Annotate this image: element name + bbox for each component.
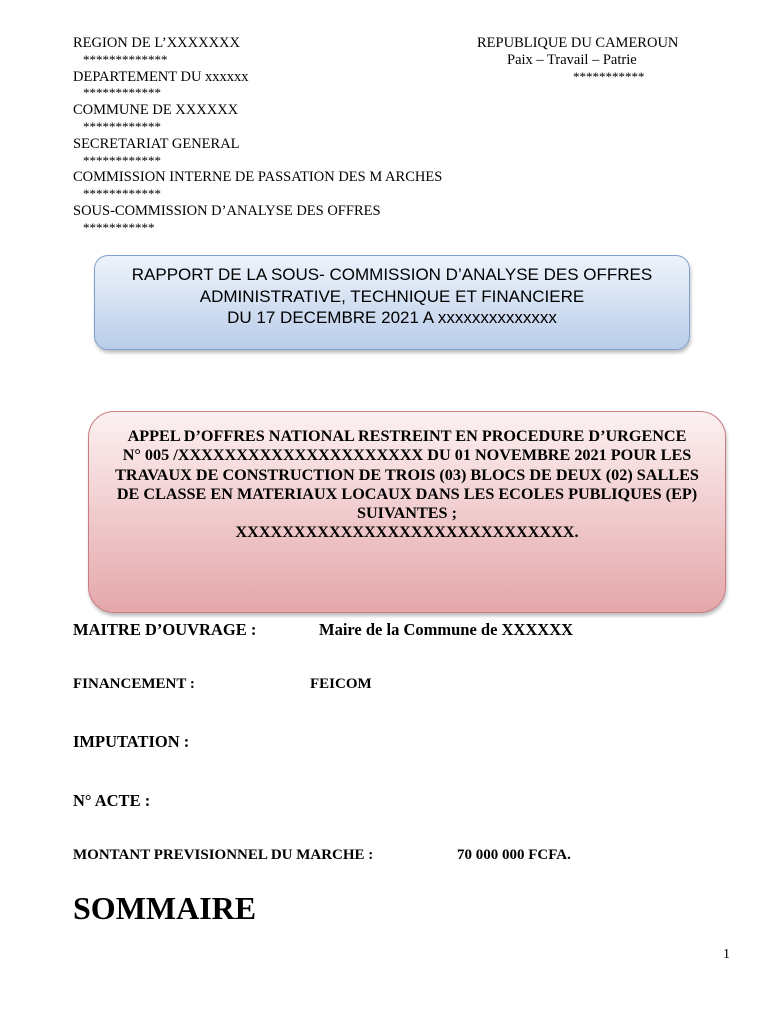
header-commune: COMMUNE DE XXXXXX [73, 102, 239, 119]
header-sous-commission: SOUS-COMMISSION D’ANALYSE DES OFFRES [73, 202, 381, 219]
separator-stars: ************ [83, 186, 161, 202]
header-secretariat: SECRETARIAT GENERAL [73, 135, 240, 152]
tender-schools: XXXXXXXXXXXXXXXXXXXXXXXXXXXXX. [235, 523, 579, 542]
header-motto: Paix – Travail – Patrie [507, 51, 637, 68]
report-title-line: ADMINISTRATIVE, TECHNIQUE ET FINANCIERE [199, 286, 585, 306]
header-right [440, 35, 730, 85]
sommaire-heading: SOMMAIRE [73, 890, 257, 926]
separator-stars: ************* [83, 51, 168, 67]
montant-value: 70 000 000 FCFA. [457, 847, 571, 863]
header-commission: COMMISSION INTERNE DE PASSATION DES M ARCHES [73, 169, 443, 186]
header-left [73, 35, 442, 237]
maitre-ouvrage-label: MAITRE D’OUVRAGE : [73, 620, 257, 639]
tender-box [88, 411, 726, 613]
header-region: REGION DE L’XXXXXXX [73, 35, 241, 51]
separator-stars: ************ [83, 118, 161, 134]
header-republique: REPUBLIQUE DU CAMEROUN [477, 35, 679, 51]
maitre-ouvrage-value: Maire de la Commune de XXXXXX [319, 620, 574, 639]
report-title-box [94, 255, 690, 350]
page-number: 1 [723, 947, 730, 962]
report-title-line: RAPPORT DE LA SOUS- COMMISSION D’ANALYSE DES OFFRES [131, 265, 653, 284]
report-title-line: DU 17 DECEMBRE 2021 A xxxxxxxxxxxxxx [227, 308, 557, 327]
separator-stars: ************ [83, 152, 161, 168]
separator-stars: ************ [83, 85, 161, 101]
separator-stars: *********** [83, 219, 155, 235]
tender-title: APPEL D’OFFRES NATIONAL RESTREINT EN PROCEDURE D’URGENCE [127, 427, 687, 445]
financement-label: FINANCEMENT : [73, 676, 195, 692]
montant-label: MONTANT PREVISIONNEL DU MARCHE : [73, 847, 374, 863]
header-departement: DEPARTEMENT DU xxxxxx [73, 68, 249, 85]
imputation-label: IMPUTATION : [73, 732, 190, 751]
tender-description: N° 005 /XXXXXXXXXXXXXXXXXXXXX DU 01 NOVEMBRE 2021 POUR LES TRAVAUX DE CONSTRUCTION DE TROIS (03) BLOCS DE DEUX (02) SALLES DE CLASSE EN MATERIAUX LOCAUX DANS LES ECOLES PUBLIQUES (EP) SUIVANTES ; [115, 446, 699, 523]
acte-label: N° ACTE : [73, 791, 151, 810]
separator-stars: *********** [573, 68, 645, 84]
financement-value: FEICOM [310, 676, 372, 692]
